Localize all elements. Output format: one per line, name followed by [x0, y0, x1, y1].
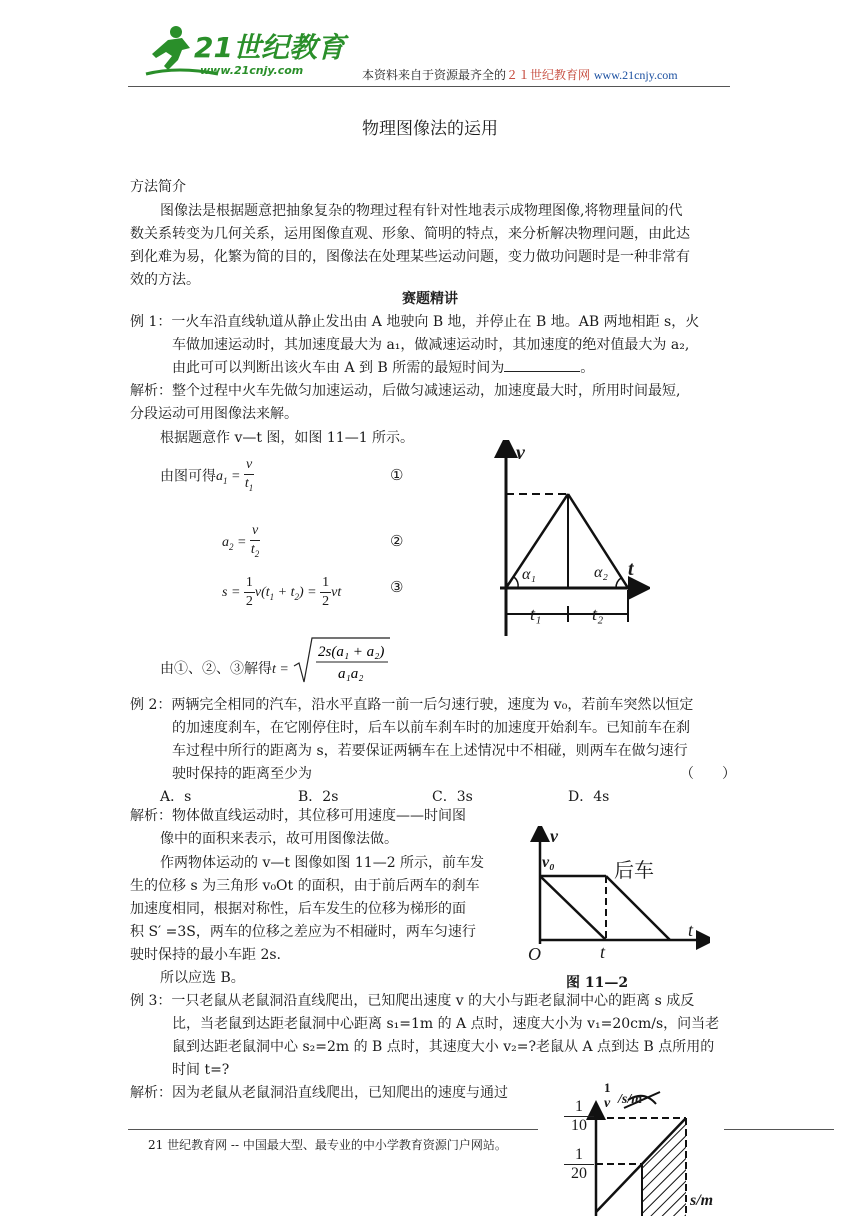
eq-mark-3: ③ [390, 578, 404, 596]
ex2-line: 的加速度刹车，在它刚停住时，后车以前车刹车时的加速度开始刹车。已知前车在刹 [172, 720, 690, 736]
header-note-prefix: 本资料来自于资源最齐全的 [362, 68, 507, 82]
intro-line: 图像法是根据题意把抽象复杂的物理过程有针对性地表示成物理图像,将物理量间的代 [160, 203, 683, 219]
ex2-line: 例 2：两辆完全相同的汽车，沿水平直路一前一后匀速行驶，速度为 v₀，若前车突然以恒定 [130, 697, 694, 713]
header-note-brand: ２１世纪教育网 [506, 68, 591, 82]
ex2-solution: 像中的面积来表示，故可用图像法做。 [160, 831, 398, 847]
fig3-x-label: s/m [690, 1192, 714, 1209]
ex2-line: 车过程中所行的距离为 s，若要保证两辆车在上述情况中不相碰，则两车在做匀速行 [172, 743, 688, 759]
intro-line: 到化难为易，化繁为简的目的，图像法在处理某些运动问题，变力做功问题时是一种非常有 [130, 249, 690, 265]
ex2-solution: 积 S′ =3S，两车的位移之差应为不相碰时，两车匀速行 [130, 924, 476, 940]
fig2-rear-car-label: 后车 [614, 858, 654, 882]
answer-blank [504, 357, 580, 372]
ex1-line-3 [172, 357, 594, 379]
fig1-alpha2: α₂ [594, 564, 608, 581]
logo-url: www.21cnjy.com [200, 64, 304, 77]
fig2-t1: t [600, 942, 606, 962]
ex2-solution: 生的位移 s 为三角形 v₀Ot 的面积，由于前后两车的刹车 [130, 878, 480, 894]
equation-1: 由图可得$a_1$ = $\frac{v}{t_1}$ [160, 456, 254, 501]
ex2-line: 驶时保持的距离至少为 [172, 766, 312, 782]
ex1-solution: 根据题意作 v—t 图，如图 11—1 所示。 [160, 430, 415, 446]
intro-line: 数关系转变为几何关系，运用图像直观、形象、简明的特点，来分析解决物理问题，由此达 [130, 226, 690, 242]
eq3-half-1: $\frac{1}{2}$ [245, 574, 253, 609]
fig1-v-label: v [516, 442, 525, 464]
header-rule [128, 86, 730, 87]
ex2-option-a: A．s [160, 789, 192, 805]
fig1-t2: t₂ [592, 604, 604, 624]
page-title: 物理图像法的运用 [362, 119, 498, 139]
figure-11-1 [490, 440, 650, 642]
ex2-answer-paren: （ ） [680, 766, 736, 782]
ex3-line: 比，当老鼠到达距老鼠洞中心距离 s₁=1m 的 A 点时，速度大小为 v₁=20cm/s，问当老 [172, 1016, 720, 1032]
fig3-tick-1-den: 10 [571, 1117, 587, 1134]
figure-3 [560, 1080, 730, 1216]
fig1-alpha1: α₁ [522, 566, 536, 583]
svg-text:a₁a₂: a₁a₂ [338, 666, 364, 682]
ex1-line-3-end: 。 [580, 360, 595, 376]
fig3-tick-1 [564, 1098, 594, 1135]
fig3-y-num: 1 [604, 1080, 611, 1095]
eq2-fraction: $\frac{v}{t_2}$ [250, 523, 260, 559]
ex1-solution: 分段运动可用图像法来解。 [130, 406, 298, 422]
ex1-line-3-text: 由此可可以判断出该火车由 A 到 B 所需的最短时间为 [172, 360, 505, 376]
footer-text: 21 世纪教育网 -- 中国最大型、最专业的中小学教育资源门户网站。 [148, 1138, 507, 1152]
ex2-solution: 作两物体运动的 v—t 图像如图 11—2 所示，前车发 [160, 855, 485, 871]
footer-rule-left [128, 1129, 538, 1130]
eq-mark-1: ① [390, 466, 404, 484]
svg-text:2s(a₁ + a₂): 2s(a₁ + a₂) [318, 644, 385, 660]
fig3-tick-1-num: 1 [564, 1098, 594, 1117]
header-note [362, 64, 678, 86]
fig3-tick-2-den: 20 [571, 1165, 587, 1182]
vt-graph-1 [490, 440, 650, 642]
ex2-solution: 驶时保持的最小车距 2s. [130, 947, 281, 963]
eq1-fraction: $\frac{v}{t_1}$ [244, 457, 254, 493]
fig3-y-den: v [604, 1096, 611, 1111]
fig2-t2: t [688, 920, 694, 940]
ex3-line: 鼠到达距老鼠洞中心 s₂=2m 的 B 点时，其速度大小 v₂=?老鼠从 A 点到达 B 点所用的 [172, 1039, 715, 1055]
ex3-line: 时间 t=? [172, 1062, 230, 1078]
sqrt-symbol [292, 636, 392, 686]
ex2-option-b: B．2s [298, 789, 339, 805]
fig1-t1: t₁ [530, 604, 542, 624]
fig3-y-unit: /s/m [618, 1092, 643, 1107]
fig2-caption: 图 11—2 [566, 975, 629, 991]
site-logo [138, 22, 345, 82]
footer-rule-right [724, 1129, 834, 1130]
fig2-v0-label: v₀ [542, 854, 555, 871]
ex3-line: 例 3：一只老鼠从老鼠洞沿直线爬出，已知爬出速度 v 的大小与距老鼠洞中心的距离 s 成反 [130, 993, 695, 1009]
intro-line: 效的方法。 [130, 272, 200, 288]
eq3-half-2: $\frac{1}{2}$ [322, 574, 330, 609]
ex1-solution: 解析：整个过程中火车先做匀加速运动，后做匀减速运动，加速度最大时，所用时间最短, [130, 383, 681, 399]
equation-3: s = $\frac{1}{2}$ $v(t_1 + t_2)$ = $\frac{1}{2}$ vt [222, 574, 342, 609]
equation-2: $a_2$ = $\frac{v}{t_2}$ [222, 522, 260, 567]
intro-heading: 方法简介 [130, 179, 186, 195]
figure-11-2 [520, 826, 710, 994]
ex2-solution: 所以应选 B。 [160, 970, 245, 986]
eq1-prefix: 由图可得 [160, 468, 216, 485]
eq-mark-2: ② [390, 532, 404, 550]
logo-text: 21世纪教育 [194, 31, 345, 64]
section-title: 赛题精讲 [402, 291, 458, 307]
header-note-url[interactable]: www.21cnjy.com [593, 68, 678, 82]
fig3-tick-2 [564, 1146, 594, 1183]
vt-graph-2 [520, 826, 710, 966]
fig2-v-label: v [550, 826, 558, 846]
fig2-origin: O [528, 944, 541, 964]
ex2-solution: 解析：物体做直线运动时，其位移可用速度——时间图 [130, 808, 466, 824]
fig3-tick-2-num: 1 [564, 1146, 594, 1165]
equation-4: 由①、②、③解得t = 2s(a₁ + a₂) a₁a₂ [160, 636, 392, 702]
fig1-t-label: t [628, 558, 634, 580]
ex1-line: 车做加速运动时，其加速度最大为 a₁，做减速运动时，其加速度的绝对值最大为 a₂, [172, 337, 690, 353]
eq4-prefix: 由①、②、③解得 [160, 661, 272, 677]
ex2-option-c: C．3s [432, 789, 473, 805]
ex3-solution: 解析：因为老鼠从老鼠洞沿直线爬出，已知爬出的速度与通过 [130, 1085, 508, 1101]
ex2-option-d: D．4s [568, 789, 610, 805]
ex1-line: 例 1：一火车沿直线轨道从静止发出由 A 地驶向 B 地，并停止在 B 地。AB 两地相距 s，火 [130, 314, 700, 330]
ex2-solution: 加速度相同，根据对称性，后车发生的位移为梯形的面 [130, 901, 466, 917]
